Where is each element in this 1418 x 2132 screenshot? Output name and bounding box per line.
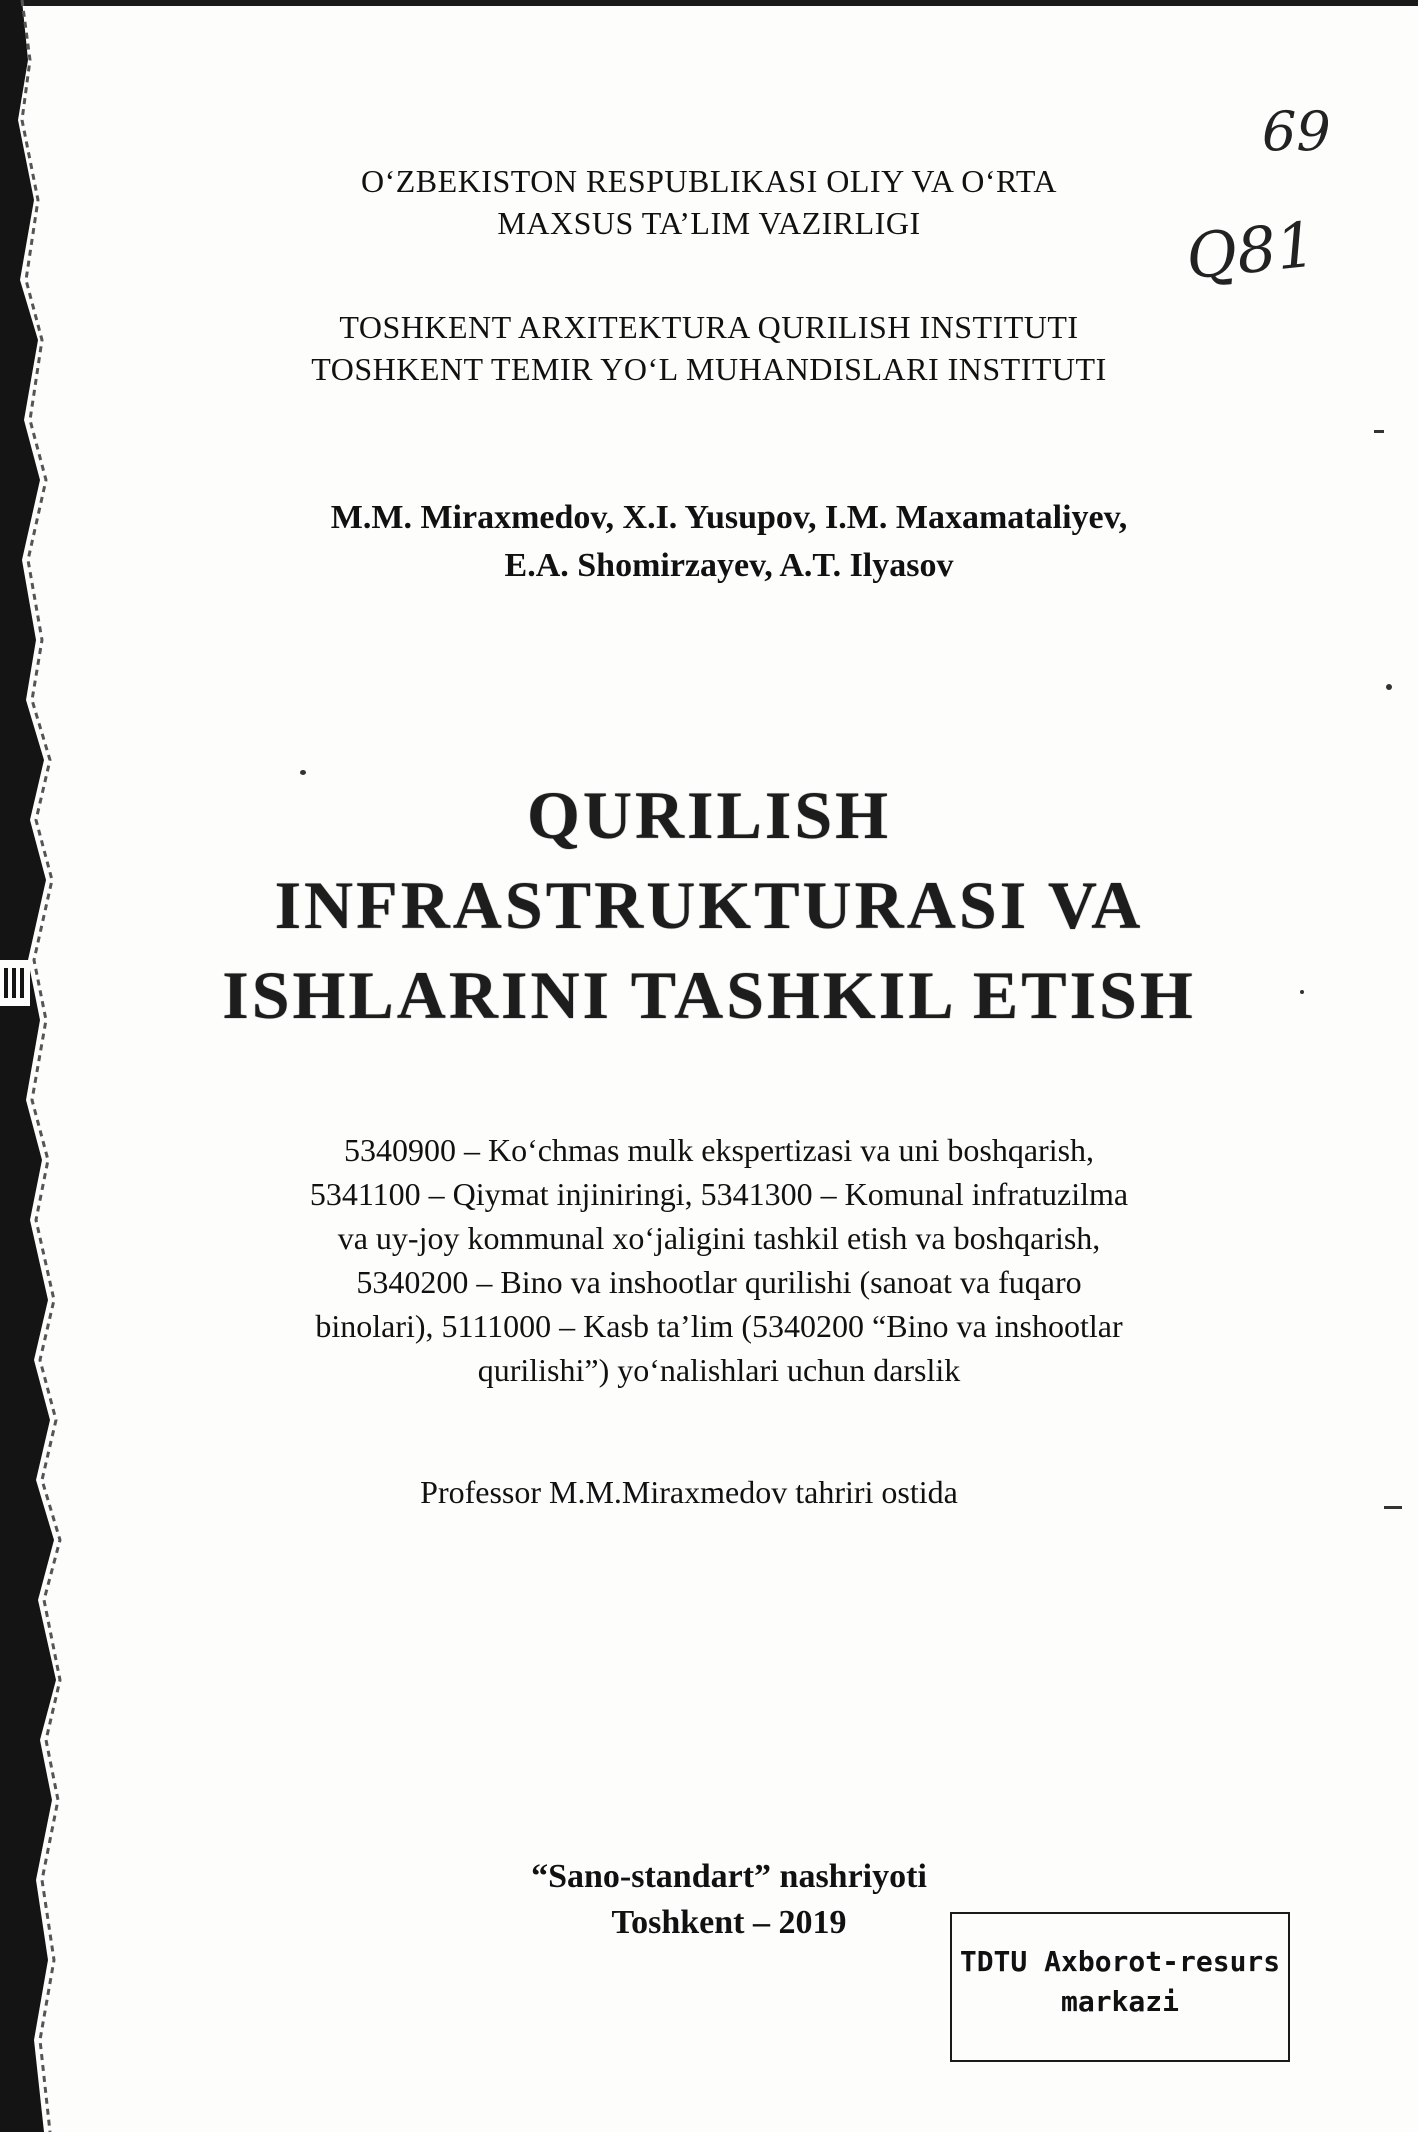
stamp-line-2: markazi (1060, 1985, 1179, 2018)
authors-block (20, 494, 1418, 590)
specialty-line: binolari), 5111000 – Kasb ta’lim (5340200 “Bino va inshootlar (315, 1308, 1123, 1344)
publisher-city-year: Toshkent – 2019 (611, 1904, 847, 1941)
library-stamp (950, 1912, 1290, 2062)
book-title (0, 770, 1418, 1040)
publisher-name: “Sano-standart” nashriyoti (531, 1858, 927, 1895)
scan-top-edge (0, 0, 1418, 6)
authors-line-1: M.M. Miraxmedov, X.I. Yusupov, I.M. Maxamataliyev, (330, 499, 1128, 536)
ministry-heading (0, 160, 1418, 244)
specialty-line: va uy-joy kommunal xo‘jaligini tashkil etish va boshqarish, (337, 1220, 1101, 1256)
scan-speck (1300, 990, 1304, 994)
scan-speck (1386, 684, 1392, 690)
title-line-1: QURILISH (526, 777, 892, 853)
scan-speck (1374, 430, 1384, 433)
institute-name-2: TOSHKENT TEMIR YO‘L MUHANDISLARI INSTITUTI (311, 351, 1107, 387)
ministry-line-2: MAXSUS TA’LIM VAZIRLIGI (497, 205, 921, 241)
editor-note: Professor M.M.Miraxmedov tahriri ostida (420, 1474, 958, 1510)
handwritten-page-number: 69 (1262, 100, 1331, 163)
specialty-line: 5340200 – Bino va inshootlar qurilishi (sanoat va fuqaro (356, 1264, 1082, 1300)
stamp-line-1: TDTU Axborot-resurs (959, 1945, 1281, 1978)
ministry-line-1: O‘ZBEKISTON RESPUBLIKASI OLIY VA O‘RTA (360, 163, 1058, 199)
scan-speck (300, 770, 306, 775)
handwritten-shelf-code: Q81 (1182, 207, 1320, 294)
title-line-3: ISHLARINI TASHKIL ETISH (222, 957, 1196, 1033)
authors-line-2: E.A. Shomirzayev, A.T. Ilyasov (504, 547, 954, 584)
institutes-heading (0, 306, 1418, 390)
scan-speck (1384, 1506, 1402, 1509)
title-line-2: INFRASTRUKTURASI VA (274, 867, 1144, 943)
specialty-line: qurilishi”) yo‘nalishlari uchun darslik (477, 1352, 961, 1388)
institute-name-1: TOSHKENT ARXITEKTURA QURILISH INSTITUTI (339, 309, 1079, 345)
specialties-list (10, 1128, 1418, 1392)
specialty-line: 5341100 – Qiymat injiniringi, 5341300 – Komunal infratuzilma (309, 1176, 1129, 1212)
specialty-line: 5340900 – Ko‘chmas mulk ekspertizasi va uni boshqarish, (343, 1132, 1095, 1168)
